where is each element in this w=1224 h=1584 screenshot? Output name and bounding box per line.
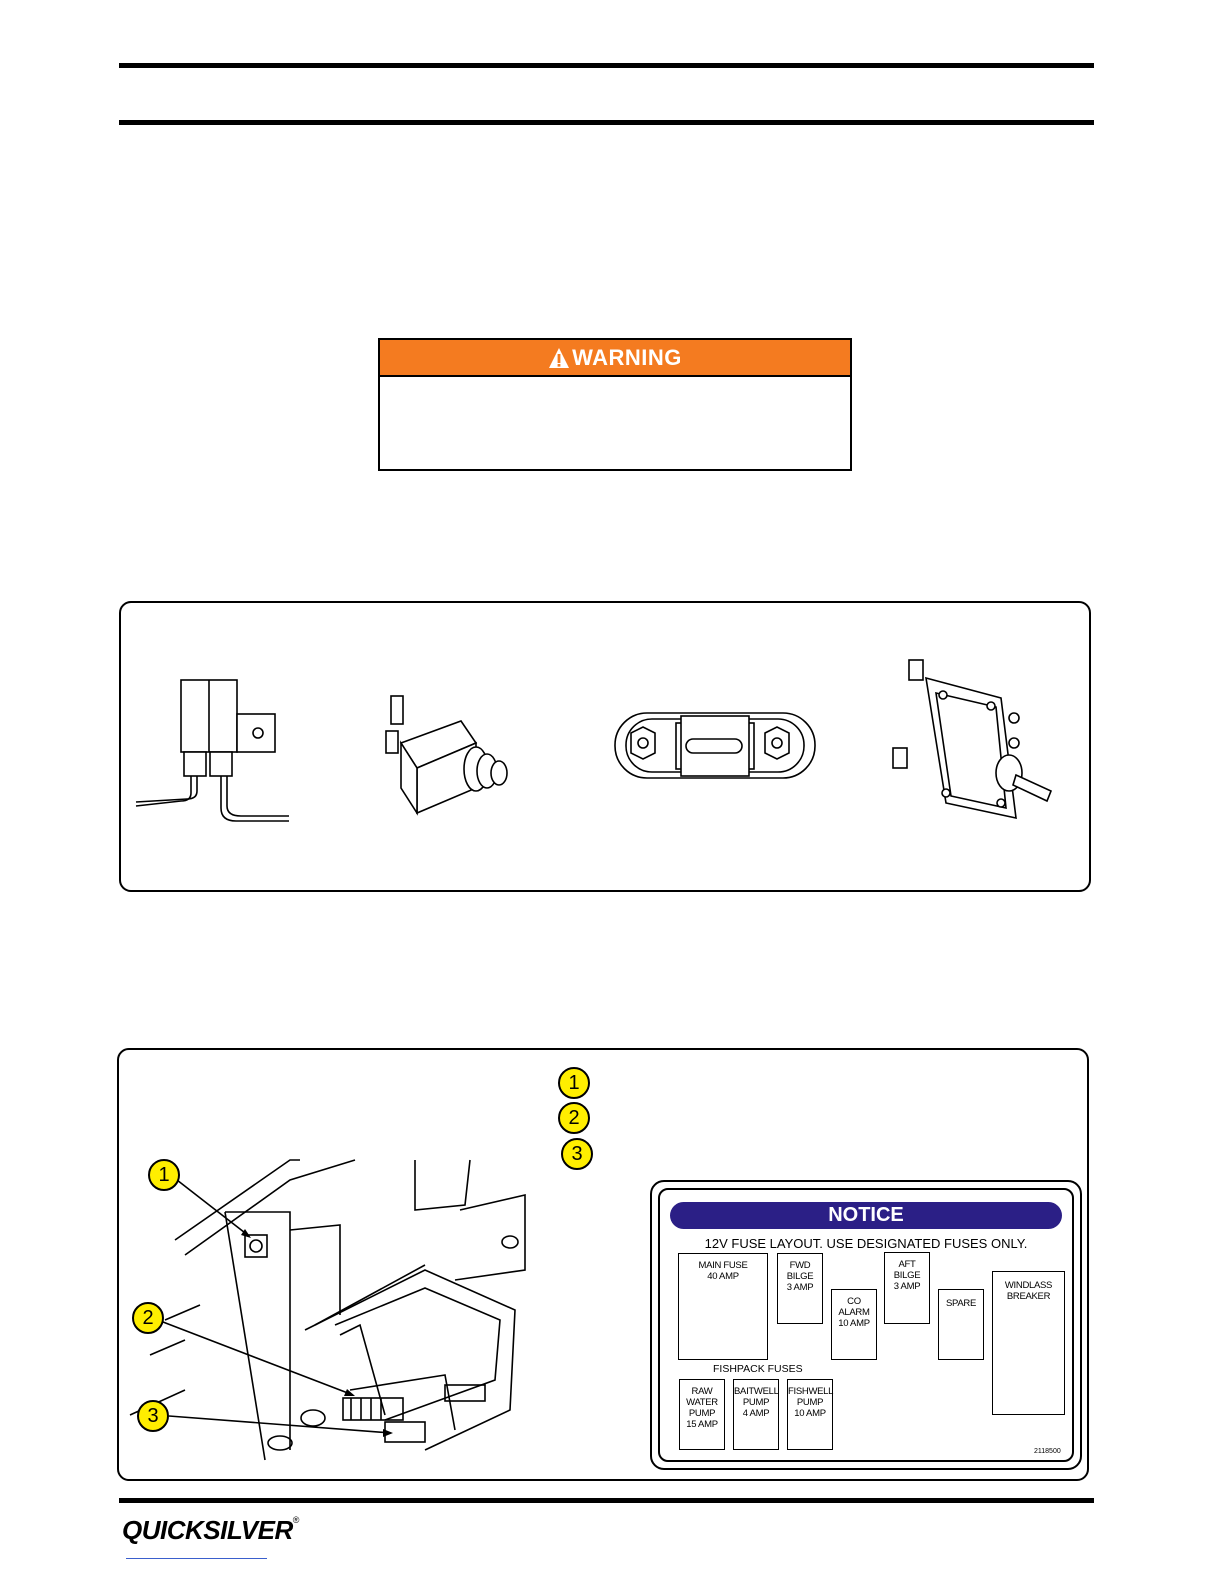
- components-panel: [119, 601, 1091, 892]
- warning-triangle-icon: [548, 347, 570, 369]
- notice-inner-border: [658, 1188, 1074, 1462]
- bolt-down-fuse-image: [615, 713, 815, 778]
- image-callout-1: 1: [148, 1159, 180, 1191]
- fuse-spare: SPARE: [938, 1289, 984, 1360]
- push-button-breaker-image: [386, 696, 507, 813]
- header-rule-top: [119, 63, 1094, 68]
- warning-label: WARNING: [572, 344, 682, 370]
- inline-fuse-holder-image: [136, 680, 289, 821]
- fuse-fishwell-pump: FISHWELL PUMP 10 AMP: [787, 1379, 833, 1450]
- fuse-co-alarm: CO ALARM 10 AMP: [831, 1289, 877, 1360]
- fuse-raw-water-pump: RAW WATER PUMP 15 AMP: [679, 1379, 725, 1450]
- notice-subtitle: 12V FUSE LAYOUT. USE DESIGNATED FUSES ONLY.: [704, 1236, 1028, 1251]
- toggle-breaker-image: [893, 660, 1051, 818]
- legend-callout-2: 2: [558, 1102, 590, 1134]
- header-rule-bottom: [119, 120, 1094, 125]
- fuse-main: MAIN FUSE 40 AMP: [678, 1253, 768, 1360]
- component-illustrations: [121, 603, 1089, 890]
- warning-header: [380, 340, 850, 377]
- legend-callout-3: 3: [561, 1138, 593, 1170]
- registered-mark: ®: [292, 1515, 299, 1525]
- fuse-baitwell-pump: BAITWELL PUMP 4 AMP: [733, 1379, 779, 1450]
- fuse-aft-bilge: AFT BILGE 3 AMP: [884, 1252, 930, 1324]
- decal-part-number: 2118500: [1034, 1448, 1061, 1455]
- image-callout-3: 3: [137, 1400, 169, 1432]
- legend-callout-1: 1: [558, 1067, 590, 1099]
- brand-name: QUICKSILVER: [122, 1515, 293, 1545]
- breaker-windlass: WINDLASS BREAKER: [992, 1271, 1065, 1415]
- console-location-illustration: [125, 1150, 545, 1470]
- fuse-notice-decal: [650, 1180, 1082, 1470]
- fuse-fwd-bilge: FWD BILGE 3 AMP: [777, 1253, 823, 1324]
- warning-box: [378, 338, 852, 471]
- notice-title: NOTICE: [670, 1202, 1062, 1229]
- footer-link-underline: [126, 1558, 267, 1559]
- image-callout-2: 2: [132, 1302, 164, 1334]
- fishpack-label: FISHPACK FUSES: [713, 1363, 803, 1375]
- footer-rule: [119, 1498, 1094, 1503]
- quicksilver-logo: [122, 1515, 299, 1546]
